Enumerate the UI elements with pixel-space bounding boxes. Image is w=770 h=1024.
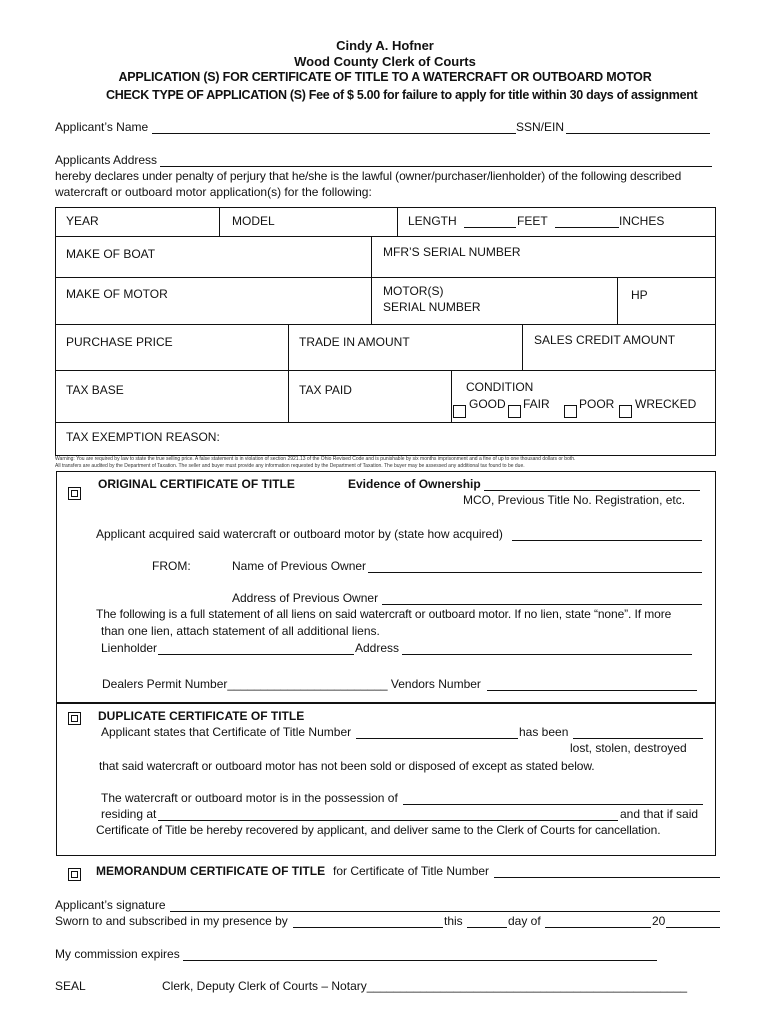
duplicate-title-number-field[interactable] xyxy=(356,738,518,739)
duplicate-certificate-title: DUPLICATE CERTIFICATE OF TITLE xyxy=(98,709,305,723)
declaration-line-1: hereby declares under penalty of perjury that he/she is the lawful (owner/purchaser/lienholder) of the following described xyxy=(55,169,682,183)
residing-label: residing at xyxy=(101,807,157,821)
evidence-field[interactable] xyxy=(484,490,700,491)
previous-address-label: Address of Previous Owner xyxy=(232,591,379,605)
duplicate-certificate-checkbox[interactable] xyxy=(68,712,81,725)
ssn-field[interactable] xyxy=(566,133,710,134)
memorandum-for-label: for Certificate of Title Number xyxy=(333,864,490,878)
condition-poor-checkbox[interactable] xyxy=(564,405,577,418)
has-been-label: has been xyxy=(519,725,569,739)
previous-owner-field[interactable] xyxy=(368,572,702,573)
motor-serial-label-1: MOTOR(S) xyxy=(383,284,444,298)
inches-label: INCHES xyxy=(619,214,665,228)
title-number-statement: Applicant states that Certificate of Title Number xyxy=(101,725,352,739)
memorandum-certificate-title: MEMORANDUM CERTIFICATE OF TITLE xyxy=(96,864,326,878)
lien-address-label: Address xyxy=(355,641,400,655)
year-prefix-label: 20 xyxy=(652,914,666,928)
from-label: FROM: xyxy=(152,559,191,573)
memorandum-title-number-field[interactable] xyxy=(494,877,720,878)
acquired-label: Applicant acquired said watercraft or outboard motor by (state how acquired) xyxy=(96,527,503,541)
condition-label: CONDITION xyxy=(466,380,534,394)
dealers-vendors-label: Dealers Permit Number________________________ Vendors Number xyxy=(102,677,481,691)
possession-label: The watercraft or outboard motor is in the possession of xyxy=(101,791,398,805)
condition-poor-label: POOR xyxy=(579,397,615,411)
tax-paid-label: TAX PAID xyxy=(299,383,352,397)
commission-field[interactable] xyxy=(183,960,657,961)
form-title: APPLICATION (S) FOR CERTIFICATE OF TITLE TO A WATERCRAFT OR OUTBOARD MOTOR xyxy=(118,70,652,84)
and-that-label: and that if said xyxy=(620,807,699,821)
original-certificate-checkbox[interactable] xyxy=(68,487,81,500)
this-label: this xyxy=(444,914,463,928)
evidence-label: Evidence of Ownership xyxy=(348,477,481,491)
memorandum-certificate-checkbox[interactable] xyxy=(68,868,81,881)
length-inches-field[interactable] xyxy=(555,227,619,228)
lienholder-label: Lienholder xyxy=(101,641,158,655)
condition-fair-label: FAIR xyxy=(523,397,550,411)
office-name: Wood County Clerk of Courts xyxy=(294,54,476,69)
previous-address-field[interactable] xyxy=(382,604,702,605)
not-sold-statement: that said watercraft or outboard motor has not been sold or disposed of except as stated below. xyxy=(99,759,595,773)
signature-label: Applicant’s signature xyxy=(55,898,166,912)
sworn-name-field[interactable] xyxy=(293,927,443,928)
purchase-price-label: PURCHASE PRICE xyxy=(66,335,173,349)
vendors-number-field[interactable] xyxy=(487,690,697,691)
applicant-name-field[interactable] xyxy=(152,133,516,134)
applicant-address-label: Applicants Address xyxy=(55,153,158,167)
make-of-boat-label: MAKE OF BOAT xyxy=(66,247,156,261)
condition-fair-checkbox[interactable] xyxy=(508,405,521,418)
condition-good-checkbox[interactable] xyxy=(453,405,466,418)
residing-field[interactable] xyxy=(158,820,618,821)
lien-address-field[interactable] xyxy=(402,654,692,655)
feet-label: FEET xyxy=(517,214,548,228)
warning-line-1: Warning: You are required by law to state the true selling price. A false statement is in violation of section 2921.13 of the Ohio Revised Code and is punishable by six months imprisonment and a fine of up to one thousand dollars or both. xyxy=(55,456,576,462)
length-feet-field[interactable] xyxy=(464,227,516,228)
applicant-name-label: Applicant’s Name xyxy=(55,120,149,134)
application-type-instruction: CHECK TYPE OF APPLICATION (S) Fee of $ 5.00 for failure to apply for title within 30 days of assignment xyxy=(106,88,698,102)
length-label: LENGTH xyxy=(408,214,457,228)
possession-field[interactable] xyxy=(403,804,703,805)
day-of-label: day of xyxy=(508,914,541,928)
ssn-label: SSN/EIN xyxy=(516,120,565,134)
warning-line-2: All transfers are audited by the Department of Taxation. The seller and buyer must provide any information requested by the Department of Taxation. The buyer may be assessed any additional tax found to be due. xyxy=(55,463,525,469)
condition-wrecked-label: WRECKED xyxy=(635,397,697,411)
signature-field[interactable] xyxy=(170,911,720,912)
liens-statement-2: than one lien, attach statement of all additional liens. xyxy=(101,624,380,638)
tax-base-label: TAX BASE xyxy=(66,383,124,397)
previous-owner-label: Name of Previous Owner xyxy=(232,559,367,573)
mfr-serial-label: MFR’S SERIAL NUMBER xyxy=(383,245,521,259)
lost-stolen-destroyed-label: lost, stolen, destroyed xyxy=(570,741,687,755)
acquired-field[interactable] xyxy=(512,540,702,541)
hp-label: HP xyxy=(631,288,648,302)
original-certificate-title: ORIGINAL CERTIFICATE OF TITLE xyxy=(98,477,295,491)
clerk-name: Cindy A. Hofner xyxy=(336,38,434,53)
tax-exemption-label: TAX EXEMPTION REASON: xyxy=(66,430,220,444)
evidence-sub-label: MCO, Previous Title No. Registration, etc. xyxy=(463,493,686,507)
condition-wrecked-checkbox[interactable] xyxy=(619,405,632,418)
liens-statement-1: The following is a full statement of all liens on said watercraft or outboard motor. If no lien, state “none”. If more xyxy=(96,607,672,621)
sales-credit-label: SALES CREDIT AMOUNT xyxy=(534,333,676,347)
trade-in-label: TRADE IN AMOUNT xyxy=(299,335,410,349)
sworn-label: Sworn to and subscribed in my presence by xyxy=(55,914,288,928)
seal-label: SEAL xyxy=(55,979,86,993)
motor-serial-label-2: SERIAL NUMBER xyxy=(383,300,481,314)
recovery-statement: Certificate of Title be hereby recovered by applicant, and deliver same to the Clerk of Courts for cancellation. xyxy=(96,823,661,837)
declaration-line-2: watercraft or outboard motor application(s) for the following: xyxy=(55,185,372,199)
notary-signature-label: Clerk, Deputy Clerk of Courts – Notary________________________________________________ xyxy=(162,979,688,993)
commission-label: My commission expires xyxy=(55,947,180,961)
year-label: YEAR xyxy=(66,214,99,228)
condition-good-label: GOOD xyxy=(469,397,506,411)
make-of-motor-label: MAKE OF MOTOR xyxy=(66,287,168,301)
day-field[interactable] xyxy=(467,927,507,928)
lienholder-field[interactable] xyxy=(158,654,354,655)
has-been-field[interactable] xyxy=(573,738,703,739)
month-field[interactable] xyxy=(545,927,651,928)
model-label: MODEL xyxy=(232,214,275,228)
year-field[interactable] xyxy=(666,927,720,928)
applicant-address-field[interactable] xyxy=(160,166,712,167)
